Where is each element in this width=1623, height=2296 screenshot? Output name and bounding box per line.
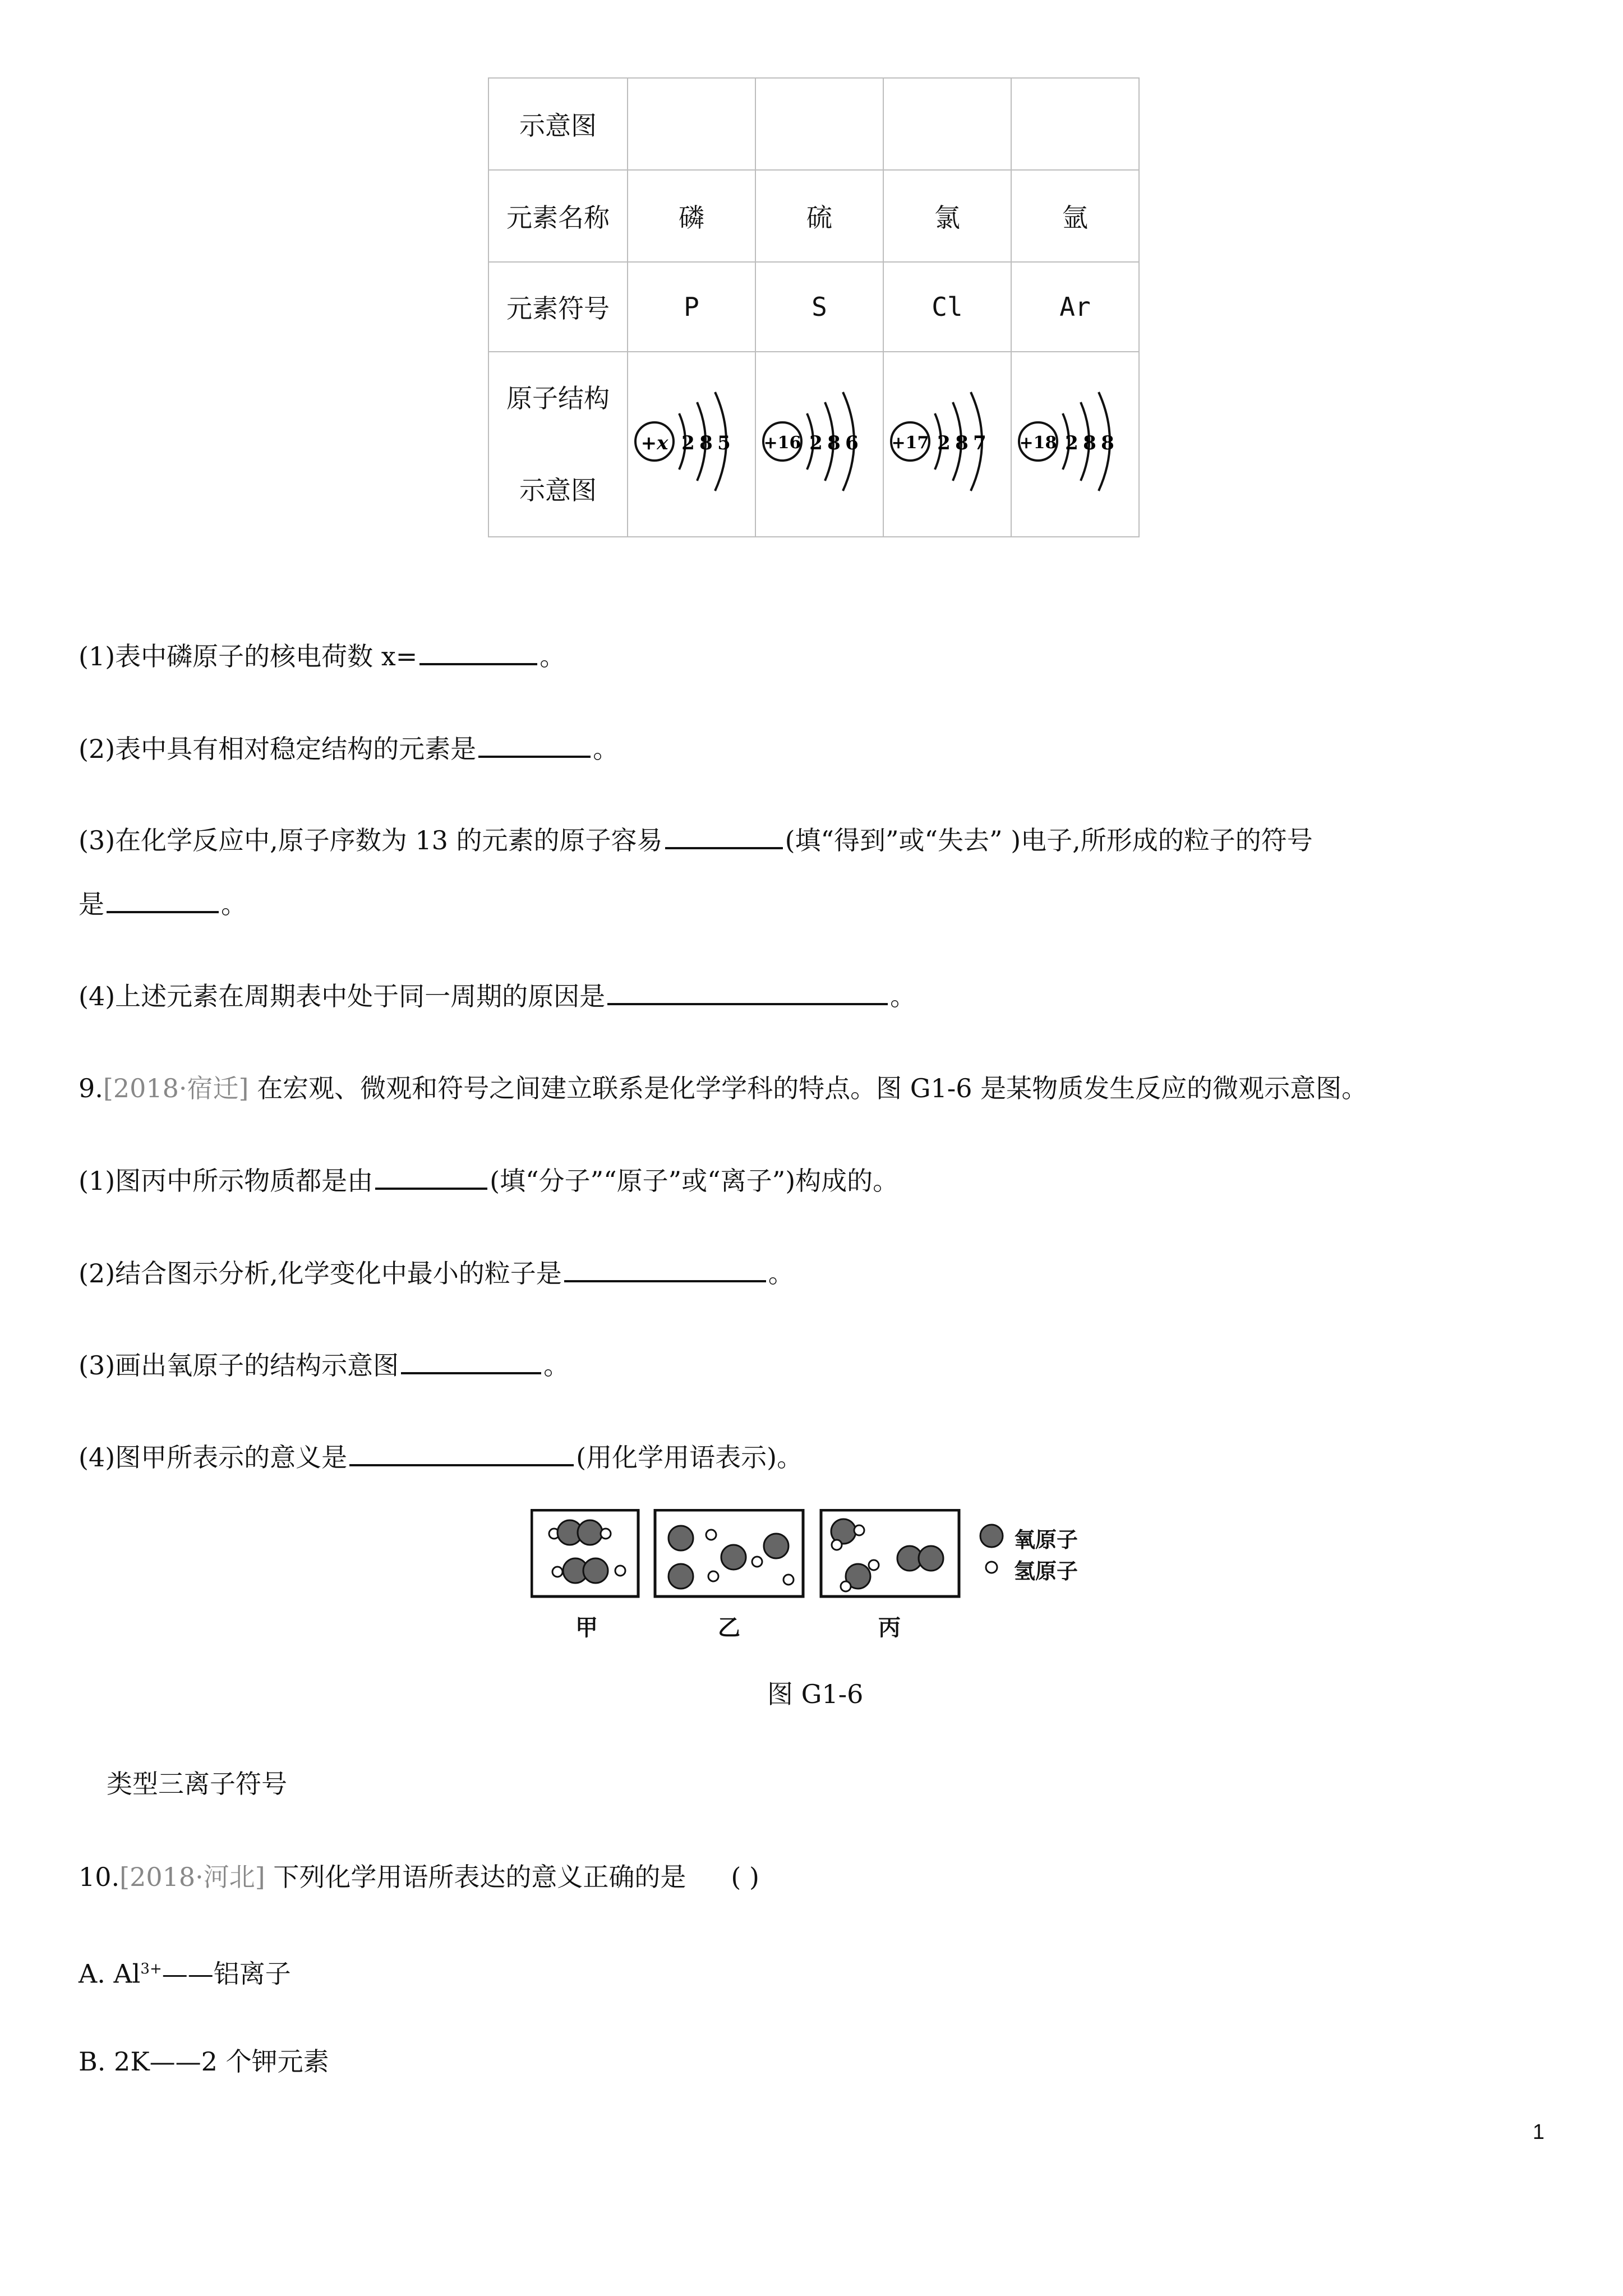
answer-blank[interactable] <box>665 841 783 849</box>
q9-stem: 9.[2018·宿迁] 在宏观、微观和符号之间建立联系是化学学科的特点。图 G1-6 是某物质发生反应的微观示意图。 <box>79 1073 1368 1103</box>
element-name: 磷 <box>628 170 755 262</box>
q8-part2: (2)表中具有相对稳定结构的元素是 。 <box>79 734 619 764</box>
svg-text:8: 8 <box>1101 431 1114 454</box>
panel-label-bing: 丙 <box>878 1615 901 1641</box>
answer-blank[interactable] <box>419 657 537 665</box>
answer-blank[interactable] <box>401 1366 541 1374</box>
svg-text:8: 8 <box>827 431 841 454</box>
legend-hydrogen-marker <box>986 1562 997 1573</box>
element-name: 硫 <box>755 170 883 262</box>
answer-blank[interactable] <box>478 750 591 758</box>
q9-part2: (2)结合图示分析,化学变化中最小的粒子是 。 <box>79 1258 794 1289</box>
svg-text:2: 2 <box>1065 431 1078 454</box>
answer-blank[interactable] <box>349 1458 574 1466</box>
q8-part3-cont: 是 。 <box>79 889 247 919</box>
svg-text:8: 8 <box>955 431 969 454</box>
atom-structure-diagram <box>1011 352 1139 537</box>
atom-diagram-argon <box>1013 380 1137 503</box>
atom-diagram-sulfur <box>758 380 881 503</box>
q9-part3: (3)画出氧原子的结构示意图 。 <box>79 1350 570 1381</box>
element-symbol: P <box>628 262 755 352</box>
q9-part1: (1)图丙中所示物质都是由 (填“分子”“原子”或“离子”)构成的。 <box>79 1166 899 1196</box>
atom-structure-diagram <box>883 352 1011 537</box>
q9-part4: (4)图甲所表示的意义是 (用化学用语表示)。 <box>79 1442 803 1473</box>
figure-caption: 图 G1-6 <box>767 1679 864 1709</box>
table-cell <box>755 78 883 170</box>
table-cell <box>883 78 1011 170</box>
q8-part1: (1)表中磷原子的核电荷数 x= 。 <box>79 641 566 671</box>
legend-oxygen-marker <box>980 1525 1003 1547</box>
q8-part3: (3)在化学反应中,原子序数为 13 的元素的原子容易 (填“得到”或“失去” )电子,所形成的粒子的符号 <box>79 825 1313 855</box>
element-name: 氩 <box>1011 170 1139 262</box>
panel-label-jia: 甲 <box>575 1615 598 1641</box>
table-cell <box>1011 78 1139 170</box>
svg-text:7: 7 <box>973 431 986 454</box>
answer-parentheses[interactable]: ( ) <box>731 1862 759 1892</box>
page-number: 1 <box>1532 2120 1544 2144</box>
atom-structure-diagram <box>755 352 883 537</box>
element-symbol: Cl <box>883 262 1011 352</box>
svg-text:8: 8 <box>699 431 713 454</box>
svg-text:2: 2 <box>681 431 695 454</box>
element-symbol: Ar <box>1011 262 1139 352</box>
reaction-microscopic-figure <box>531 1509 1108 1655</box>
legend-hydrogen-label: 氢原子 <box>1014 1559 1078 1584</box>
svg-text:+17: +17 <box>891 432 929 453</box>
answer-blank[interactable] <box>564 1274 766 1282</box>
svg-text:5: 5 <box>717 431 731 454</box>
legend-oxygen-label: 氧原子 <box>1014 1527 1078 1552</box>
table-row-label: 原子结构 示意图 <box>488 352 628 537</box>
svg-text:6: 6 <box>845 431 859 454</box>
svg-text:+16: +16 <box>763 432 801 453</box>
q8-part4: (4)上述元素在周期表中处于同一周期的原因是 。 <box>79 981 916 1011</box>
table-row-label: 元素符号 <box>488 262 628 352</box>
table-row-label: 元素名称 <box>488 170 628 262</box>
svg-text:+18: +18 <box>1019 432 1057 453</box>
svg-text:2: 2 <box>809 431 823 454</box>
answer-blank[interactable] <box>607 997 888 1005</box>
q10-option-b[interactable]: B. 2K——2 个钾元素 <box>79 2046 329 2077</box>
q10-option-a[interactable]: A. $Al^{3+}——$铝离子 <box>79 1958 291 1989</box>
answer-blank[interactable] <box>107 905 219 913</box>
element-table <box>488 77 1140 537</box>
svg-text:+x: +x <box>640 431 668 454</box>
table-cell <box>628 78 755 170</box>
element-symbol: S <box>755 262 883 352</box>
atom-diagram-phosphorus <box>630 380 753 503</box>
answer-blank[interactable] <box>375 1182 487 1190</box>
element-name: 氯 <box>883 170 1011 262</box>
svg-text:8: 8 <box>1083 431 1096 454</box>
question-source: [2018·河北] <box>119 1862 265 1892</box>
panel-label-yi: 乙 <box>718 1615 740 1641</box>
atom-diagram-chlorine <box>886 380 1009 503</box>
atom-structure-diagram <box>628 352 755 537</box>
section-title: 类型三离子符号 <box>107 1769 287 1799</box>
svg-text:2: 2 <box>937 431 951 454</box>
question-source: [2018·宿迁] <box>103 1073 249 1103</box>
q10-stem: 10.[2018·河北] 下列化学用语所表达的意义正确的是 ( ) <box>79 1862 759 1892</box>
table-row-label: 示意图 <box>488 78 628 170</box>
